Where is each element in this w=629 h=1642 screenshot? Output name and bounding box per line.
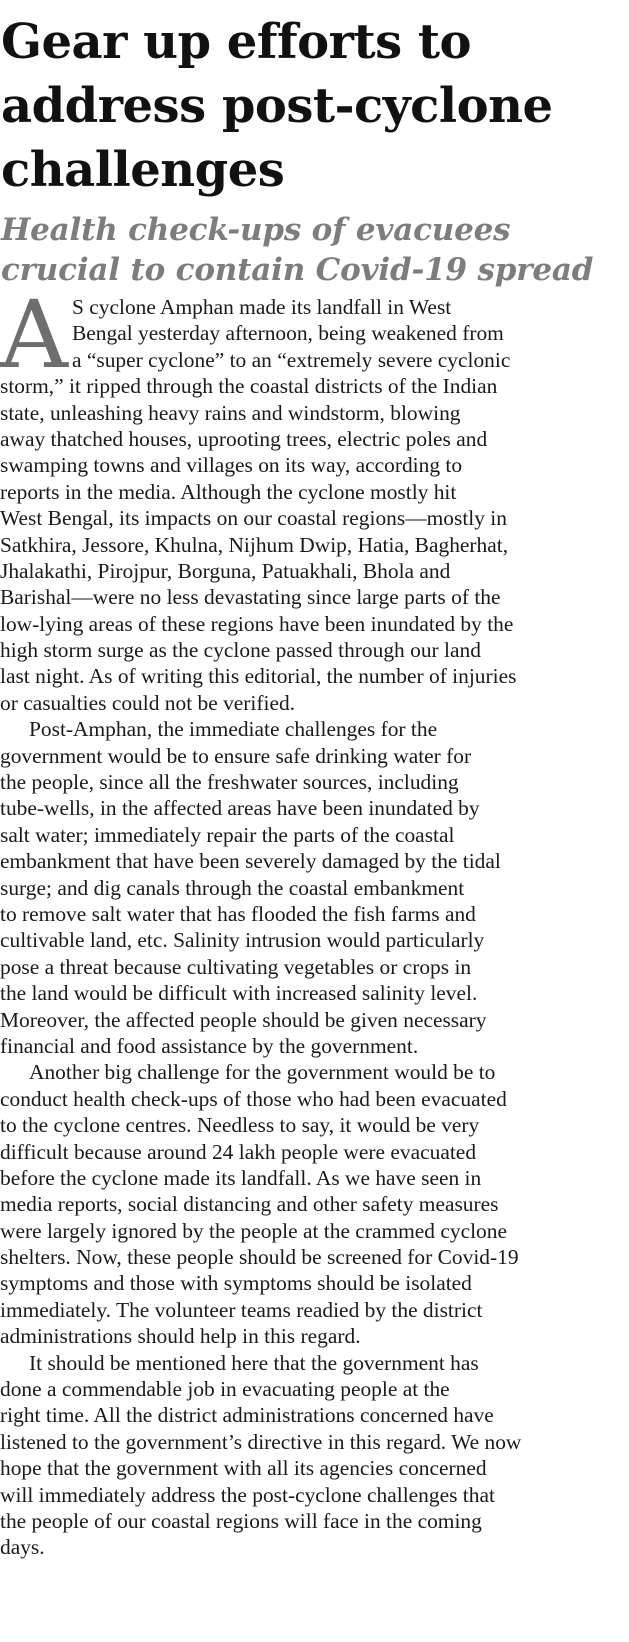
text-line: last night. As of writing this editorial, the number of injuries (0, 664, 517, 689)
text-line: Post-Amphan, the immediate challenges for the (29, 717, 438, 742)
text-line: the people of our coastal regions will face in the coming (0, 1508, 482, 1533)
text-line: conduct health check-ups of those who had been evacuated (0, 1086, 507, 1111)
text-line: government would be to ensure safe drinking water for (0, 743, 472, 768)
drop-cap: A (0, 281, 68, 390)
subheadline-line: Health check-ups of evacuees (1, 212, 511, 248)
paragraph-2 (0, 716, 629, 1059)
text-line: tube-wells, in the affected areas have been inundated by (0, 796, 480, 821)
text-line: Bengal yesterday afternoon, being weakened from (72, 321, 504, 346)
text-line: surge; and dig canals through the coastal embankment (0, 875, 465, 900)
text-line: a “super cyclone” to an “extremely severe cyclonic (72, 347, 511, 372)
paragraph-1 (0, 281, 629, 716)
text-line: away thatched houses, uprooting trees, electric poles and (0, 426, 488, 451)
text-line: storm,” it ripped through the coastal districts of the Indian (0, 374, 498, 399)
article-headline (1, 10, 625, 202)
text-line: reports in the media. Although the cyclone mostly hit (0, 479, 457, 504)
article-body (0, 281, 629, 1561)
text-line: to the cyclone centres. Needless to say, it would be very (0, 1113, 480, 1138)
text-line: cultivable land, etc. Salinity intrusion would particularly (0, 928, 485, 953)
headline-line: challenges (1, 142, 285, 198)
text-line: administrations should help in this regard. (0, 1324, 361, 1349)
text-line: the land would be difficult with increased salinity level. (0, 981, 478, 1006)
text-line: hope that the government with all its agencies concerned (0, 1456, 487, 1481)
text-line: S cyclone Amphan made its landfall in West (72, 295, 452, 319)
text-line: high storm surge as the cyclone passed through our land (0, 638, 481, 663)
text-line: Satkhira, Jessore, Khulna, Nijhum Dwip, Hatia, Bagherhat, (0, 532, 509, 557)
text-line: pose a threat because cultivating vegetables or crops in (0, 954, 472, 979)
text-line: were largely ignored by the people at the crammed cyclone (0, 1218, 507, 1243)
text-line: done a commendable job in evacuating people at the (0, 1377, 450, 1402)
text-line: before the cyclone made its landfall. As we have seen in (0, 1165, 482, 1190)
text-line: will immediately address the post-cyclone challenges that (0, 1482, 495, 1507)
paragraph-4 (0, 1350, 629, 1561)
text-line: swamping towns and villages on its way, according to (0, 453, 463, 478)
text-line: listened to the government’s directive in this regard. We now (0, 1429, 522, 1454)
text-line: Another big challenge for the government would be to (29, 1060, 496, 1085)
text-line: right time. All the district administrations concerned have (0, 1403, 494, 1428)
text-line: Jhalakathi, Pirojpur, Borguna, Patuakhali, Bhola and (0, 558, 451, 583)
text-line: media reports, social distancing and other safety measures (0, 1192, 499, 1217)
subheadline-line: crucial to contain Covid-19 spread (1, 252, 594, 288)
text-line: symptoms and those with symptoms should be isolated (0, 1271, 472, 1296)
article-subheadline (1, 210, 625, 290)
text-line: low-lying areas of these regions have been inundated by the (0, 611, 514, 636)
text-line: difficult because around 24 lakh people were evacuated (0, 1139, 477, 1164)
text-line: Moreover, the affected people should be given necessary (0, 1007, 487, 1032)
text-line: financial and food assistance by the government. (0, 1033, 419, 1058)
text-line: It should be mentioned here that the government has (29, 1350, 479, 1375)
text-line: West Bengal, its impacts on our coastal regions—mostly in (0, 506, 507, 531)
text-line: state, unleashing heavy rains and windstorm, blowing (0, 400, 461, 425)
headline-line: address post-cyclone (1, 78, 553, 134)
text-line: salt water; immediately repair the parts of the coastal (0, 822, 455, 847)
text-line: shelters. Now, these people should be screened for Covid-19 (0, 1245, 519, 1270)
text-line: or casualties could not be verified. (0, 690, 296, 715)
text-line: immediately. The volunteer teams readied by the district (0, 1297, 483, 1322)
headline-line: Gear up efforts to (1, 14, 472, 70)
text-line: days. (0, 1535, 45, 1560)
text-line: Barishal—were no less devastating since large parts of the (0, 585, 501, 610)
text-line: embankment that have been severely damaged by the tidal (0, 849, 501, 874)
text-line: to remove salt water that has flooded the fish farms and (0, 901, 476, 926)
paragraph-3 (0, 1059, 629, 1349)
text-line: the people, since all the freshwater sources, including (0, 770, 459, 795)
